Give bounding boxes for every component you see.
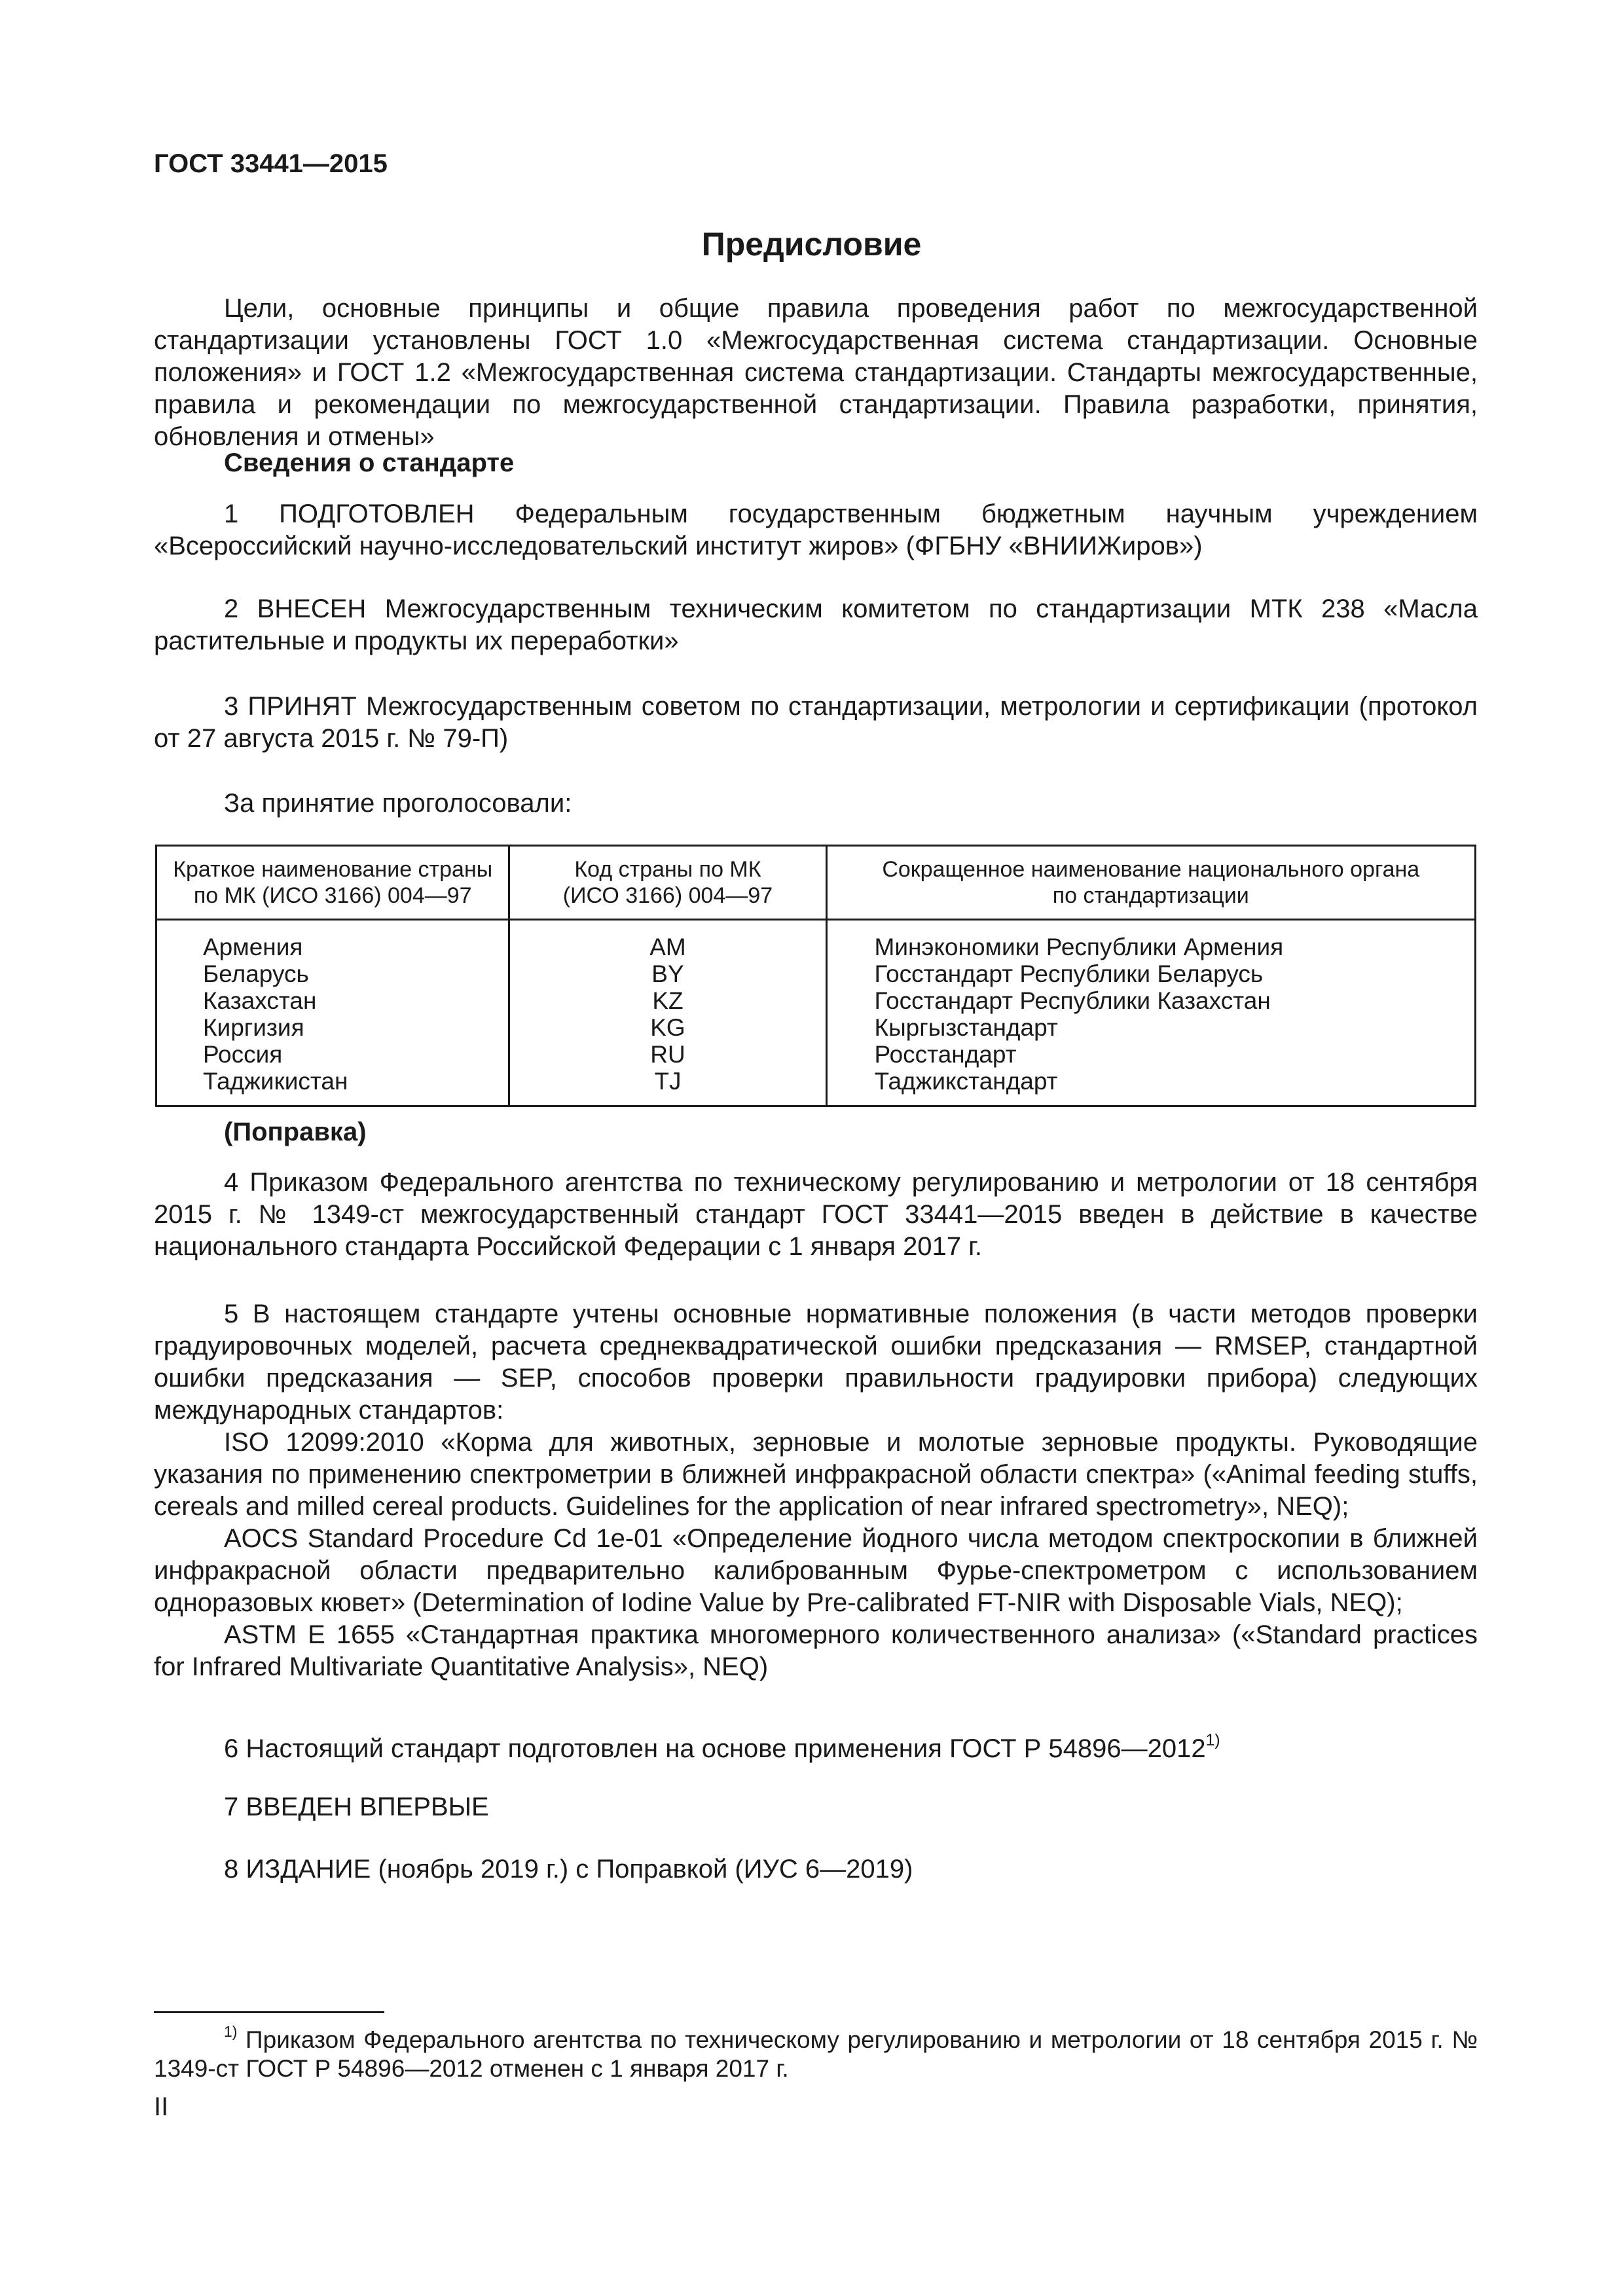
table-row: [156, 1068, 1476, 1106]
document-code: ГОСТ 33441—2015: [154, 149, 388, 178]
amendment-label: (Поправка): [224, 1118, 367, 1146]
table-header-row: [156, 846, 1476, 920]
item-7: 7 ВВЕДЕН ВПЕРВЫЕ: [224, 1793, 489, 1821]
votes-label: За принятие проголосовали:: [224, 789, 572, 818]
item-8: 8 ИЗДАНИЕ (ноябрь 2019 г.) с Поправкой (ИУС 6—2019): [224, 1855, 913, 1884]
item-2: [154, 593, 1478, 657]
item-4: [154, 1167, 1478, 1263]
table-row: [156, 960, 1476, 987]
page-number: II: [154, 2092, 169, 2121]
header-country-name: Краткое наименование страны по МК (ИСО 3166) 004—97: [156, 846, 509, 920]
country-code: AM: [509, 920, 826, 961]
footnote-divider: [154, 2011, 384, 2013]
country-name: Киргизия: [156, 1014, 509, 1041]
header-country-code: Код страны по МК (ИСО 3166) 004—97: [509, 846, 826, 920]
footnote-text: Приказом Федерального агентства по техническому регулированию и метрологии от 18 сентября 2015 г. № 1349-ст ГОСТ Р 54896—2012 отменен с 1 января 2017 г.: [154, 2026, 1478, 2082]
item-6: [154, 1733, 1478, 1765]
table-row: [156, 920, 1476, 961]
item-1-text: 1 ПОДГОТОВЛЕН Федеральным государственным бюджетным научным учреждением «Всероссийский научно-исследовательский институт жиров» (ФГБНУ «ВНИИЖиров»): [154, 500, 1478, 560]
aocs-reference: AOCS Standard Procedure Cd 1e-01 «Определение йодного числа методом спектроскопии в ближней инфракрасной области предварительно калиброванным Фурье-спектрометром с использованием одноразовых кювет» (Determination of Iodine Value by Pre-calibrated FT-NIR with Disposable Vials, NEQ);: [154, 1524, 1478, 1617]
item-4-text: 4 Приказом Федерального агентства по техническому регулированию и метрологии от 18 сентября 2015 г. № 1349-ст межгосударственный стандарт ГОСТ 33441—2015 введен в действие в качестве национального стандарта Российской Федерации с 1 января 2017 г.: [154, 1168, 1478, 1261]
header-national-body: Сокращенное наименование национального органа по стандартизации: [826, 846, 1475, 920]
table-row: [156, 987, 1476, 1014]
country-code: TJ: [509, 1068, 826, 1106]
iso-reference: ISO 12099:2010 «Корма для животных, зерновые и молотые зерновые продукты. Руководящие указания по применению спектрометрии в ближней инфракрасной области спектра» («Animal feeding stuffs, cereals and milled cereal products. Guidelines for the application of near infrared spectrometry», NEQ);: [154, 1428, 1478, 1521]
country-name: Армения: [156, 920, 509, 961]
country-name: Таджикистан: [156, 1068, 509, 1106]
footnote-marker: 1): [224, 2023, 238, 2041]
item-3: [154, 691, 1478, 755]
country-code: KZ: [509, 987, 826, 1014]
item-6-text: 6 Настоящий стандарт подготовлен на основе применения ГОСТ Р 54896—2012: [224, 1734, 1206, 1763]
country-name: Казахстан: [156, 987, 509, 1014]
footnote: [154, 2023, 1478, 2083]
national-body: Госстандарт Республики Беларусь: [826, 960, 1475, 987]
page-title: Предисловие: [701, 226, 922, 263]
item-2-text: 2 ВНЕСЕН Межгосударственным техническим комитетом по стандартизации МТК 238 «Масла растительные и продукты их переработки»: [154, 594, 1478, 655]
astm-reference: ASTM E 1655 «Стандартная практика многомерного количественного анализа» («Standard practices for Infrared Multivariate Quantitative Analysis», NEQ): [154, 1620, 1478, 1681]
item-5-text: 5 В настоящем стандарте учтены основные нормативные положения (в части методов проверки градуировочных моделей, расчета среднеквадратической ошибки предсказания — RMSEP, стандартной ошибки предсказания — SEP, способов проверки правильности градуировки прибора) следующих международных стандартов:: [154, 1300, 1478, 1425]
item-1: [154, 498, 1478, 562]
table-row: [156, 1041, 1476, 1068]
national-body: Росстандарт: [826, 1041, 1475, 1068]
footnote-ref: 1): [1205, 1731, 1220, 1749]
item-3-text: 3 ПРИНЯТ Межгосударственным советом по стандартизации, метрологии и сертификации (протокол от 27 августа 2015 г. № 79-П): [154, 692, 1478, 753]
standard-info-heading: Сведения о стандарте: [224, 448, 515, 477]
intro-paragraph: [154, 293, 1478, 453]
country-name: Россия: [156, 1041, 509, 1068]
country-code: RU: [509, 1041, 826, 1068]
country-code: KG: [509, 1014, 826, 1041]
item-5: [154, 1298, 1478, 1683]
national-body: Госстандарт Республики Казахстан: [826, 987, 1475, 1014]
voting-countries-table: [155, 845, 1476, 1107]
country-code: BY: [509, 960, 826, 987]
country-name: Беларусь: [156, 960, 509, 987]
national-body: Таджикстандарт: [826, 1068, 1475, 1106]
intro-text: Цели, основные принципы и общие правила проведения работ по межгосударственной стандартизации установлены ГОСТ 1.0 «Межгосударственная система стандартизации. Основные положения» и ГОСТ 1.2 «Межгосударственная система стандартизации. Стандарты межгосударственные, правила и рекомендации по межгосударственной стандартизации. Правила разработки, принятия, обновления и отмены»: [154, 294, 1478, 451]
national-body: Минэкономики Республики Армения: [826, 920, 1475, 961]
table-row: [156, 1014, 1476, 1041]
national-body: Кыргызстандарт: [826, 1014, 1475, 1041]
